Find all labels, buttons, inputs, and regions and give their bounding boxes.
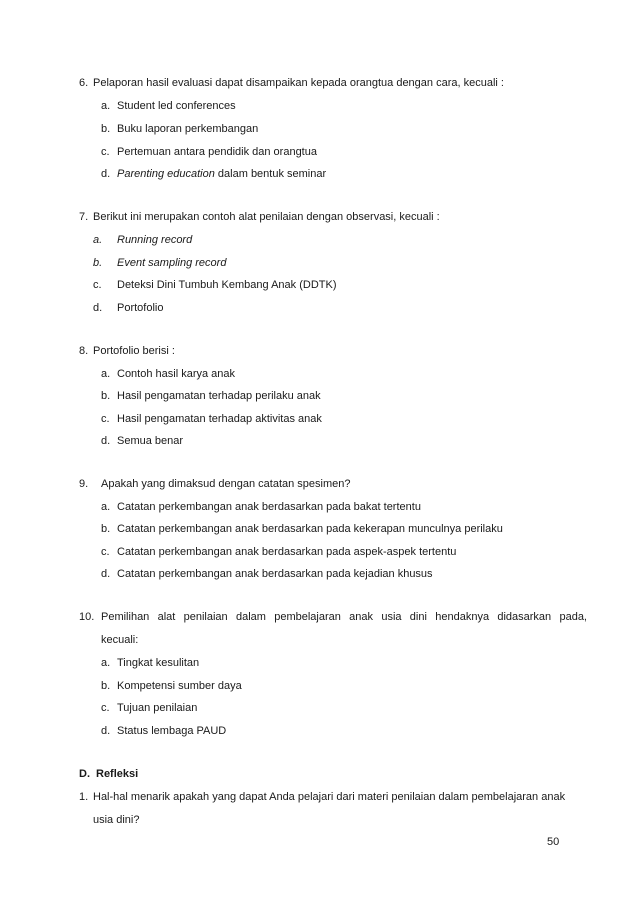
reflection-question-continued: usia dini? <box>93 814 140 826</box>
option-letter: b. <box>93 257 103 269</box>
option-text: Hasil pengamatan terhadap perilaku anak <box>117 390 321 402</box>
option-text: Deteksi Dini Tumbuh Kembang Anak (DDTK) <box>117 279 337 291</box>
question-text-continued: kecuali: <box>101 634 139 646</box>
option-letter: b. <box>101 123 111 135</box>
option-text <box>117 167 326 181</box>
option-text: Semua benar <box>117 435 184 447</box>
option-letter: d. <box>101 168 111 180</box>
option-text: Hasil pengamatan terhadap aktivitas anak <box>117 413 322 425</box>
question-number: 8. <box>79 345 89 357</box>
question-text: Pelaporan hasil evaluasi dapat disampaikan kepada orangtua dengan cara, kecuali : <box>93 77 504 89</box>
option-letter: a. <box>101 100 111 112</box>
option-text: Catatan perkembangan anak berdasarkan pada bakat tertentu <box>117 501 421 513</box>
option-letter: c. <box>101 413 110 425</box>
option-text: Catatan perkembangan anak berdasarkan pada aspek-aspek tertentu <box>117 546 457 558</box>
option-letter: a. <box>93 234 103 246</box>
option-letter: b. <box>101 390 111 402</box>
question-number: 7. <box>79 211 89 223</box>
option-letter: a. <box>101 368 111 380</box>
option-text: Catatan perkembangan anak berdasarkan pada kejadian khusus <box>117 568 433 580</box>
option-text: Buku laporan perkembangan <box>117 123 259 135</box>
option-text: Catatan perkembangan anak berdasarkan pada kekerapan munculnya perilaku <box>117 523 503 535</box>
option-letter: d. <box>93 302 103 314</box>
option-text: Portofolio <box>117 302 164 314</box>
option-text: Pertemuan antara pendidik dan orangtua <box>117 146 317 158</box>
option-italic-term: Parenting education <box>117 168 215 180</box>
reflection-question: Hal-hal menarik apakah yang dapat Anda pelajari dari materi penilaian dalam pembelajaran anak <box>93 791 566 803</box>
option-text: Tingkat kesulitan <box>117 657 200 669</box>
section-letter: D. <box>79 768 90 780</box>
option-letter: c. <box>101 546 110 558</box>
question-text: Portofolio berisi : <box>93 345 175 357</box>
reflection-number: 1. <box>79 791 89 803</box>
option-letter: a. <box>101 657 111 669</box>
option-letter: c. <box>101 702 110 714</box>
question-text: Apakah yang dimaksud dengan catatan spesimen? <box>101 478 351 490</box>
option-text: Status lembaga PAUD <box>117 725 227 737</box>
option-text: Contoh hasil karya anak <box>117 368 236 380</box>
option-letter: d. <box>101 435 111 447</box>
option-letter: a. <box>101 501 111 513</box>
option-text: Kompetensi sumber daya <box>117 680 242 692</box>
question-number: 6. <box>79 77 89 89</box>
question-number: 9. <box>79 478 89 490</box>
option-text: Event sampling record <box>117 257 227 269</box>
option-letter: b. <box>101 680 111 692</box>
option-text: Student led conferences <box>117 100 236 112</box>
option-text: Tujuan penilaian <box>117 702 198 714</box>
option-letter: b. <box>101 523 111 535</box>
question-number: 10. <box>79 611 95 623</box>
option-letter: d. <box>101 568 111 580</box>
question-text: Berikut ini merupakan contoh alat penilaian dengan observasi, kecuali : <box>93 211 440 223</box>
option-text: Running record <box>117 234 193 246</box>
option-letter: c. <box>101 146 110 158</box>
option-letter: d. <box>101 725 111 737</box>
page-number: 50 <box>547 836 560 848</box>
option-letter: c. <box>93 279 102 291</box>
question-text: Pemilihan alat penilaian dalam pembelajaran anak usia dini hendaknya didasarkan pada, <box>101 611 587 623</box>
option-text-rest: dalam bentuk seminar <box>217 168 327 180</box>
section-title: Refleksi <box>96 768 139 780</box>
